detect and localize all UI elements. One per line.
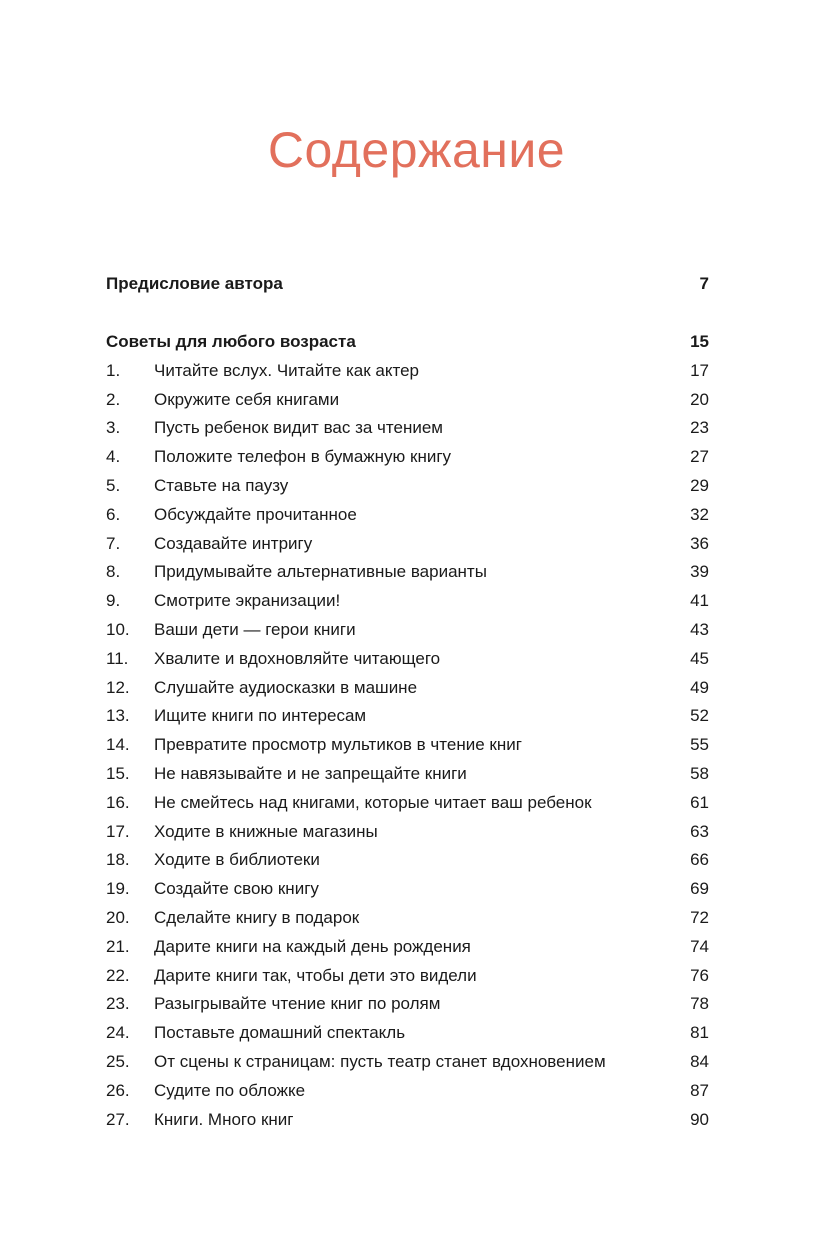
toc-entry-number: 6. [106, 504, 121, 524]
toc-entry [106, 962, 709, 991]
toc-entry [106, 846, 709, 875]
toc-entry-number: 16. [106, 792, 130, 812]
toc-entry [106, 1106, 709, 1135]
page-title: Содержание [267, 122, 566, 178]
toc-entry-page: 84 [690, 1051, 709, 1071]
toc-entry-title: Слушайте аудиосказки в машине [154, 677, 418, 697]
toc-entry [106, 357, 709, 386]
toc-section-title: Советы для любого возраста [106, 332, 356, 351]
toc-entry-number: 13. [106, 706, 130, 726]
toc-entry-number: 19. [106, 879, 130, 899]
toc-entry-title: Читайте вслух. Читайте как актер [154, 360, 420, 380]
toc-entry-title: Книги. Много книг [154, 1109, 294, 1129]
toc-entry-page: 61 [690, 792, 709, 812]
toc-entry-number: 21. [106, 936, 130, 956]
toc-entry [106, 731, 709, 760]
toc-entry-number: 27. [106, 1109, 130, 1129]
toc-entry-page: 87 [690, 1080, 709, 1100]
toc-entry-title: Положите телефон в бумажную книгу [154, 447, 452, 467]
toc-entry-title: Ходите в книжные магазины [154, 821, 378, 841]
toc-entry [106, 530, 709, 559]
toc-entry-number: 3. [106, 418, 121, 438]
toc-entry-title: Смотрите экранизации! [154, 591, 341, 611]
toc-entry [106, 760, 709, 789]
toc-item-list [106, 357, 709, 1135]
toc-entry-number: 12. [106, 677, 130, 697]
toc-entry-page: 43 [690, 619, 709, 639]
toc-entry-number: 20. [106, 907, 130, 927]
toc-entry-title: Разыгрывайте чтение книг по ролям [154, 994, 441, 1014]
toc-entry-page: 39 [690, 562, 709, 582]
toc-section-page: 15 [690, 332, 709, 351]
toc-entry-title: Не смейтесь над книгами, которые читает ваш ребенок [154, 792, 592, 812]
toc-entry-title: Обсуждайте прочитанное [154, 504, 357, 524]
toc-entry-title: Дарите книги на каждый день рождения [154, 936, 471, 956]
toc-entry-title: Судите по обложке [154, 1080, 306, 1100]
toc-entry-number: 4. [106, 447, 121, 467]
toc-entry [106, 789, 709, 818]
toc-entry-title: Ваши дети — герои книги [154, 619, 356, 639]
toc-entry [106, 558, 709, 587]
toc-entry-number: 2. [106, 389, 121, 409]
toc-entry [106, 904, 709, 933]
toc-entry-number: 26. [106, 1080, 130, 1100]
toc-entry-number: 5. [106, 475, 121, 495]
toc-entry-title: Создавайте интригу [154, 533, 313, 553]
toc-entry-page: 32 [690, 504, 709, 524]
toc-entry-page: 45 [690, 648, 709, 668]
toc-entry-page: 49 [690, 677, 709, 697]
toc-entry-title: Ходите в библиотеки [154, 850, 320, 870]
toc-entry-title: Пусть ребенок видит вас за чтением [154, 418, 443, 438]
toc-entry-number: 8. [106, 562, 121, 582]
toc-section-block [106, 328, 709, 1134]
toc-entry-page: 69 [690, 879, 709, 899]
toc-entry-number: 24. [106, 1023, 130, 1043]
toc-entry-title: Окружите себя книгами [154, 389, 340, 409]
toc-entry-title: Создайте свою книгу [154, 879, 319, 899]
toc-entry-page: 55 [690, 735, 709, 755]
toc-entry [106, 616, 709, 645]
toc-entry-number: 9. [106, 591, 121, 611]
toc-preface-block [106, 270, 709, 299]
toc-entry-page: 20 [690, 389, 709, 409]
toc-entry-title: Ищите книги по интересам [154, 706, 367, 726]
toc-entry-page: 36 [690, 533, 709, 553]
toc-entry [106, 674, 709, 703]
toc-entry-number: 17. [106, 821, 130, 841]
toc-entry-page: 58 [690, 763, 709, 783]
toc-entry [106, 1048, 709, 1077]
toc-entry-page: 72 [690, 907, 709, 927]
toc-entry-page: 66 [690, 850, 709, 870]
toc-entry-page: 52 [690, 706, 709, 726]
toc-entry-title: Поставьте домашний спектакль [154, 1023, 406, 1043]
toc-entry-title: Превратите просмотр мультиков в чтение книг [154, 735, 522, 755]
toc-entry-number: 7. [106, 533, 121, 553]
toc-entry [106, 472, 709, 501]
toc-entry-number: 23. [106, 994, 130, 1014]
toc-entry [106, 818, 709, 847]
toc-entry-page: 81 [690, 1023, 709, 1043]
toc-entry-title: Дарите книги так, чтобы дети это видели [154, 965, 477, 985]
toc-entry-number: 11. [106, 648, 129, 668]
toc-entry-page: 23 [690, 418, 709, 438]
toc-entry-title: Не навязывайте и не запрещайте книги [154, 763, 467, 783]
toc-entry-page: 76 [690, 965, 709, 985]
toc-entry-page: 90 [690, 1109, 709, 1129]
toc-entry-page: 7 [699, 274, 709, 293]
toc-entry-number: 22. [106, 965, 130, 985]
toc-entry [106, 414, 709, 443]
toc-entry [106, 443, 709, 472]
toc-entry-title: Сделайте книгу в подарок [154, 907, 360, 927]
toc-entry-title: Хвалите и вдохновляйте читающего [154, 648, 441, 668]
toc-entry-number: 18. [106, 850, 130, 870]
toc-entry-number: 1. [106, 360, 121, 380]
toc-entry [106, 386, 709, 415]
toc-entry-title: Ставьте на паузу [154, 475, 289, 495]
toc-entry-title: Предисловие автора [106, 274, 283, 293]
toc-entry-page: 29 [690, 475, 709, 495]
toc-entry [106, 501, 709, 530]
toc-entry-title: Придумывайте альтернативные варианты [154, 562, 487, 582]
toc-entry-page: 74 [690, 936, 709, 956]
toc-entry-page: 17 [690, 360, 709, 380]
toc-entry-page: 41 [690, 591, 709, 611]
toc-entry [106, 587, 709, 616]
toc-entry [106, 702, 709, 731]
toc-section-heading [106, 328, 709, 357]
toc-entry-number: 15. [106, 763, 130, 783]
toc-entry [106, 1077, 709, 1106]
toc-entry-title: От сцены к страницам: пусть театр станет вдохновением [154, 1051, 606, 1071]
toc-entry-number: 25. [106, 1051, 130, 1071]
toc-entry [106, 990, 709, 1019]
toc-entry-page: 27 [690, 447, 709, 467]
toc-entry [106, 1019, 709, 1048]
toc-entry [106, 645, 709, 674]
toc-entry [106, 933, 709, 962]
toc-entry [106, 875, 709, 904]
toc-entry-number: 10. [106, 619, 130, 639]
toc-entry-number: 14. [106, 735, 130, 755]
toc-entry-page: 78 [690, 994, 709, 1014]
toc-entry-page: 63 [690, 821, 709, 841]
toc-entry-preface [106, 270, 709, 299]
